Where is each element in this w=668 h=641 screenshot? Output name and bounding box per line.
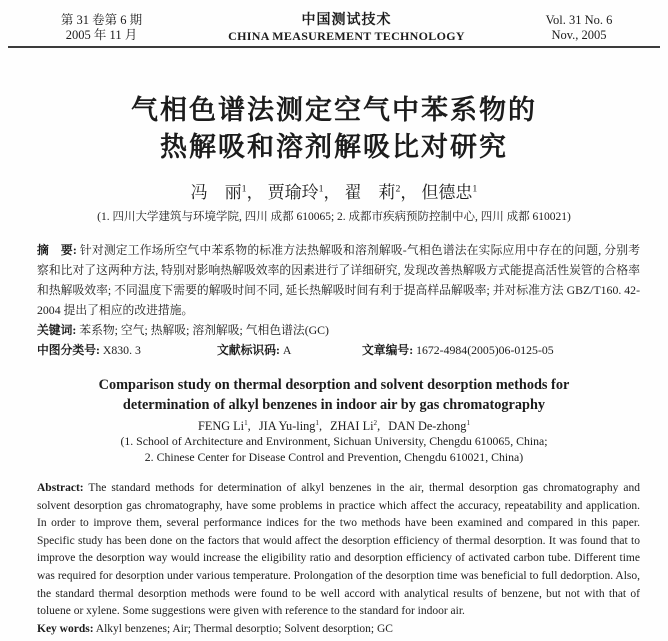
author-affil-marker: 1 bbox=[315, 418, 319, 427]
journal-name-cn: 中国测试技术 bbox=[301, 13, 392, 28]
classification-row bbox=[37, 340, 640, 360]
author-affil-marker: 1 bbox=[241, 183, 247, 195]
document-code: 文献标识码: A bbox=[217, 343, 292, 357]
author-affil-marker: 2 bbox=[395, 183, 401, 195]
publish-date-cn: 2005 年 11 月 bbox=[65, 28, 138, 42]
article-id: 文章编号: 1672-4984(2005)06-0125-05 bbox=[362, 343, 554, 357]
abstract-en bbox=[37, 480, 640, 621]
article-title-en bbox=[0, 375, 668, 415]
clc-number: 中图分类号: X830. 3 bbox=[37, 343, 141, 357]
affiliation-en-line2: 2. Chinese Center for Disease Control and Prevention, Chengdu 610021, China) bbox=[144, 449, 524, 464]
author-affil-marker: 1 bbox=[466, 418, 470, 427]
article-title-cn bbox=[0, 92, 668, 166]
journal-header bbox=[0, 0, 668, 43]
header-volume-block bbox=[504, 13, 654, 43]
header-journal-name-block bbox=[189, 13, 504, 43]
author-affil-marker: 2 bbox=[373, 418, 378, 427]
author-affil-marker: 1 bbox=[472, 183, 478, 195]
author-en: ZHAI Li$^2$, bbox=[330, 418, 384, 433]
affiliation-en bbox=[0, 434, 668, 465]
author-cn: 冯 丽$^1$， bbox=[190, 183, 264, 202]
publish-date-en: Nov., 2005 bbox=[551, 28, 607, 42]
header-divider bbox=[8, 46, 660, 48]
keywords-cn bbox=[37, 320, 640, 340]
abstract-text-cn: 针对测定工作场所空气中苯系物的标准方法热解吸和溶剂解吸-气相色谱法在实际应用中存在的问题, 分别考察和比对了这两种方法, 特别对影响热解吸效率的因素进行了详细研究, 发现改善热解吸方式能提高活性炭管的合格率和热解吸效率; 不同温度下需要的解吸时间不同, 延长热解吸时间有利于提高样品解吸率; 并对标准方法 GBZ/T160. 42-2004 提出了相应的改进措施。 bbox=[37, 243, 640, 317]
abstract-cn bbox=[37, 240, 640, 320]
affiliation-cn: (1. 四川大学建筑与环境学院, 四川 成都 610065; 2. 成都市疾病预防控制中心, 四川 成都 610021) bbox=[97, 211, 571, 223]
article-title-en-line2: determination of alkyl benzenes in indoor air by gas chromatography bbox=[122, 397, 546, 413]
keywords-label-en: Key words: bbox=[37, 622, 94, 635]
author-en: DAN De-zhong$^1$ bbox=[388, 418, 470, 433]
keywords-label-cn: 关键词: bbox=[37, 323, 77, 337]
header-issue-block bbox=[14, 13, 189, 43]
author-affil-marker: 1 bbox=[318, 183, 324, 195]
journal-name-en: CHINA MEASUREMENT TECHNOLOGY bbox=[228, 29, 465, 43]
abstract-label-cn: 摘 要: bbox=[37, 243, 77, 257]
volume-issue-cn: 第 31 卷第 6 期 bbox=[60, 13, 143, 27]
abstract-text-en: The standard methods for determination of alkyl benzenes in the air, thermal desorption gas chromatography and solvent desorption gas chromatography, have some problems in practice which affect the accuracy, repeatability and application. In order to improve them, several performance indices for the two methods have been examined and compared in this paper. Specific study has been done on the factors that would affect the desorption efficiency of thermal desorption. It was found that to improve the desorption way would increase the eligibility ratio and desorption efficiency of activated carbon tube. Different time was required for desorption under various temperature. Prolongation of the desorption time was beneficial to full dedorption. Also, the standard thermal desorption methods were found to be well accord with analytical results of benzene, but not with that of toluene or xylene. Some suggestions were given with reference to the standard for indoor air. bbox=[37, 482, 640, 618]
author-cn: 贾瑜玲$^1$， bbox=[267, 183, 341, 202]
author-cn: 翟 莉$^2$， bbox=[344, 183, 418, 202]
affiliation-en-line1: (1. School of Architecture and Environment, Sichuan University, Chengdu 610065, China; bbox=[120, 434, 548, 448]
author-list-cn bbox=[0, 181, 668, 205]
author-list-en bbox=[0, 418, 668, 434]
keywords-en bbox=[37, 621, 640, 639]
article-title-en-line1: Comparison study on thermal desorption and solvent desorption methods for bbox=[98, 377, 570, 393]
keywords-text-en: Alkyl benzenes; Air; Thermal desorptio; Solvent desorption; GC bbox=[93, 622, 393, 635]
author-en: FENG Li$^1$, bbox=[197, 418, 254, 433]
author-en: JIA Yu-ling$^1$, bbox=[258, 418, 326, 433]
author-cn: 但德忠$^1$ bbox=[421, 183, 478, 202]
abstract-label-en: Abstract: bbox=[37, 482, 84, 494]
article-title-cn-line1: 气相色谱法测定空气中苯系物的 bbox=[131, 95, 537, 125]
volume-issue-en: Vol. 31 No. 6 bbox=[545, 13, 613, 27]
keywords-text-cn: 苯系物; 空气; 热解吸; 溶剂解吸; 气相色谱法(GC) bbox=[76, 323, 329, 337]
author-affil-marker: 1 bbox=[244, 418, 248, 427]
article-title-cn-line2: 热解吸和溶剂解吸比对研究 bbox=[160, 132, 508, 162]
